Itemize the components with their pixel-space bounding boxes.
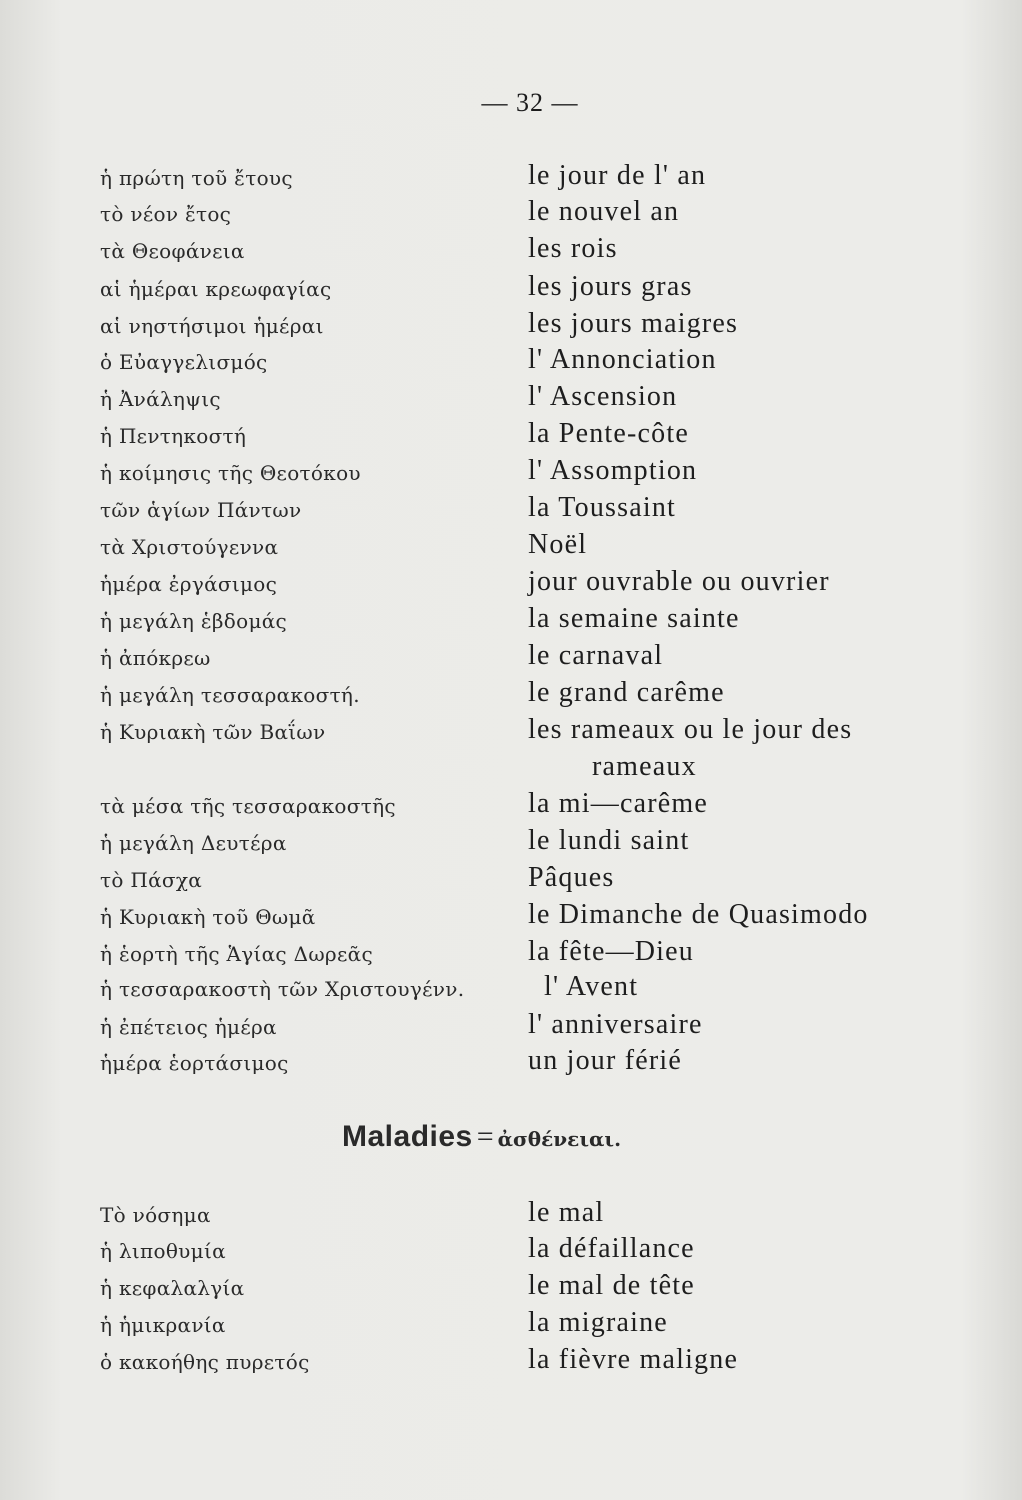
greek-term: ἡ κοίμησις τῆς Θεοτόκου [100,461,361,485]
page-number: — 32 — [481,88,579,117]
greek-term: ἡ κεφαλαλγία [100,1276,245,1300]
greek-term: ἡ ἀπόκρεω [100,646,211,670]
entry-row [0,714,1022,788]
french-term: jour ouvrable ou ouvrier [528,566,830,597]
entry-row [0,1344,1022,1381]
greek-term: τῶν ἁγίων Πάντων [100,498,302,522]
section-title-greek: ἀσθένειαι. [497,1127,622,1151]
greek-term: ἡ ἐπέτειος ἡμέρα [100,1015,277,1039]
greek-term: ὁ Εὐαγγελισμός [100,350,268,374]
french-term: la semaine sainte [528,603,740,634]
entry-row [0,936,1022,973]
french-term: l' Annonciation [528,344,717,375]
greek-term: αἱ νηστήσιμοι ἡμέραι [100,314,324,338]
french-term: la Toussaint [528,492,677,523]
greek-term: ἡμέρα ἐργάσιμος [100,572,278,596]
entry-row [0,455,1022,492]
french-term: le nouvel an [528,196,680,227]
french-term: la fête—Dieu [528,936,694,967]
entry-row [0,233,1022,270]
french-term: Noël [528,529,588,560]
entry-row [0,1307,1022,1344]
french-term: un jour férié [528,1045,682,1076]
french-term: les rois [528,233,618,264]
greek-term: Τὸ νόσημα [100,1203,211,1227]
entry-row [0,971,1022,1008]
equals-sign: = [476,1120,494,1153]
greek-term: τὰ Χριστούγεννα [100,535,279,559]
greek-term: ἡ πρώτη τοῦ ἔτους [100,166,293,190]
entry-row [0,1045,1022,1082]
greek-term: τὰ Θεοφάνεια [100,239,245,263]
entry-row [0,788,1022,825]
entry-row [0,492,1022,529]
french-term-continuation: rameaux [592,751,697,782]
entry-row [0,862,1022,899]
french-term: les rameaux ou le jour des [528,714,853,745]
greek-term: τὰ μέσα τῆς τεσσαρακοστῆς [100,794,396,818]
french-term: la migraine [528,1307,668,1338]
greek-term: ἡ τεσσαρακοστὴ τῶν Χριστουγένν. [100,977,465,1001]
french-term: la Pente-côte [528,418,689,449]
section-title-french: Maladies [342,1120,473,1153]
french-term: le Dimanche de Quasimodo [528,899,869,930]
entry-row [0,1197,1022,1234]
greek-term: τὸ Πάσχα [100,868,203,892]
entry-row [0,1009,1022,1046]
entry-row [0,825,1022,862]
french-term: le jour de l' an [528,160,707,191]
entry-row [0,640,1022,677]
french-term: le mal de tête [528,1270,695,1301]
french-term: l' Avent [544,971,639,1002]
entry-row [0,566,1022,603]
greek-term: ἡ ἑορτὴ τῆς Ἁγίας Δωρεᾶς [100,942,373,966]
french-term: l' Assomption [528,455,698,486]
greek-term: ἡ μεγάλη ἑβδομάς [100,609,288,633]
greek-term: ἡ Πεντηκοστή [100,424,247,448]
greek-term: ἡ Κυριακὴ τῶν Βαΐων [100,720,326,744]
french-term: le lundi saint [528,825,690,856]
entry-row [0,1270,1022,1307]
french-term: la fièvre maligne [528,1344,739,1375]
entry-row [0,677,1022,714]
entry-row [0,603,1022,640]
french-term: Pâques [528,862,615,893]
greek-term: ἡ Ἀνάληψις [100,387,221,411]
french-term: les jours gras [528,271,693,302]
entry-row [0,899,1022,936]
french-term: l' Ascension [528,381,678,412]
greek-term: αἱ ἡμέραι κρεωφαγίας [100,277,332,301]
section-heading [342,1120,621,1154]
greek-term: ἡ ἡμικρανία [100,1313,226,1337]
greek-term: ἡμέρα ἑορτάσιμος [100,1051,289,1075]
entry-row [0,196,1022,233]
greek-term: ἡ Κυριακὴ τοῦ Θωμᾶ [100,905,316,929]
entry-row [0,381,1022,418]
greek-term: τὸ νέον ἔτος [100,202,232,226]
entry-row [0,344,1022,381]
french-term: les jours maigres [528,308,739,339]
greek-term: ἡ λιποθυμία [100,1239,226,1263]
entry-row [0,271,1022,308]
french-term: la défaillance [528,1233,695,1264]
entry-row [0,308,1022,345]
french-term: le grand carême [528,677,725,708]
entry-row [0,529,1022,566]
greek-term: ἡ μεγάλη τεσσαρακοστή. [100,683,360,707]
french-term: l' anniversaire [528,1009,703,1040]
entry-row [0,418,1022,455]
entry-row [0,160,1022,197]
french-term: le carnaval [528,640,664,671]
french-term: la mi—carême [528,788,708,819]
french-term: le mal [528,1197,605,1228]
greek-term: ἡ μεγάλη Δευτέρα [100,831,287,855]
greek-term: ὁ κακοήθης πυρετός [100,1350,310,1374]
entry-row [0,1233,1022,1270]
